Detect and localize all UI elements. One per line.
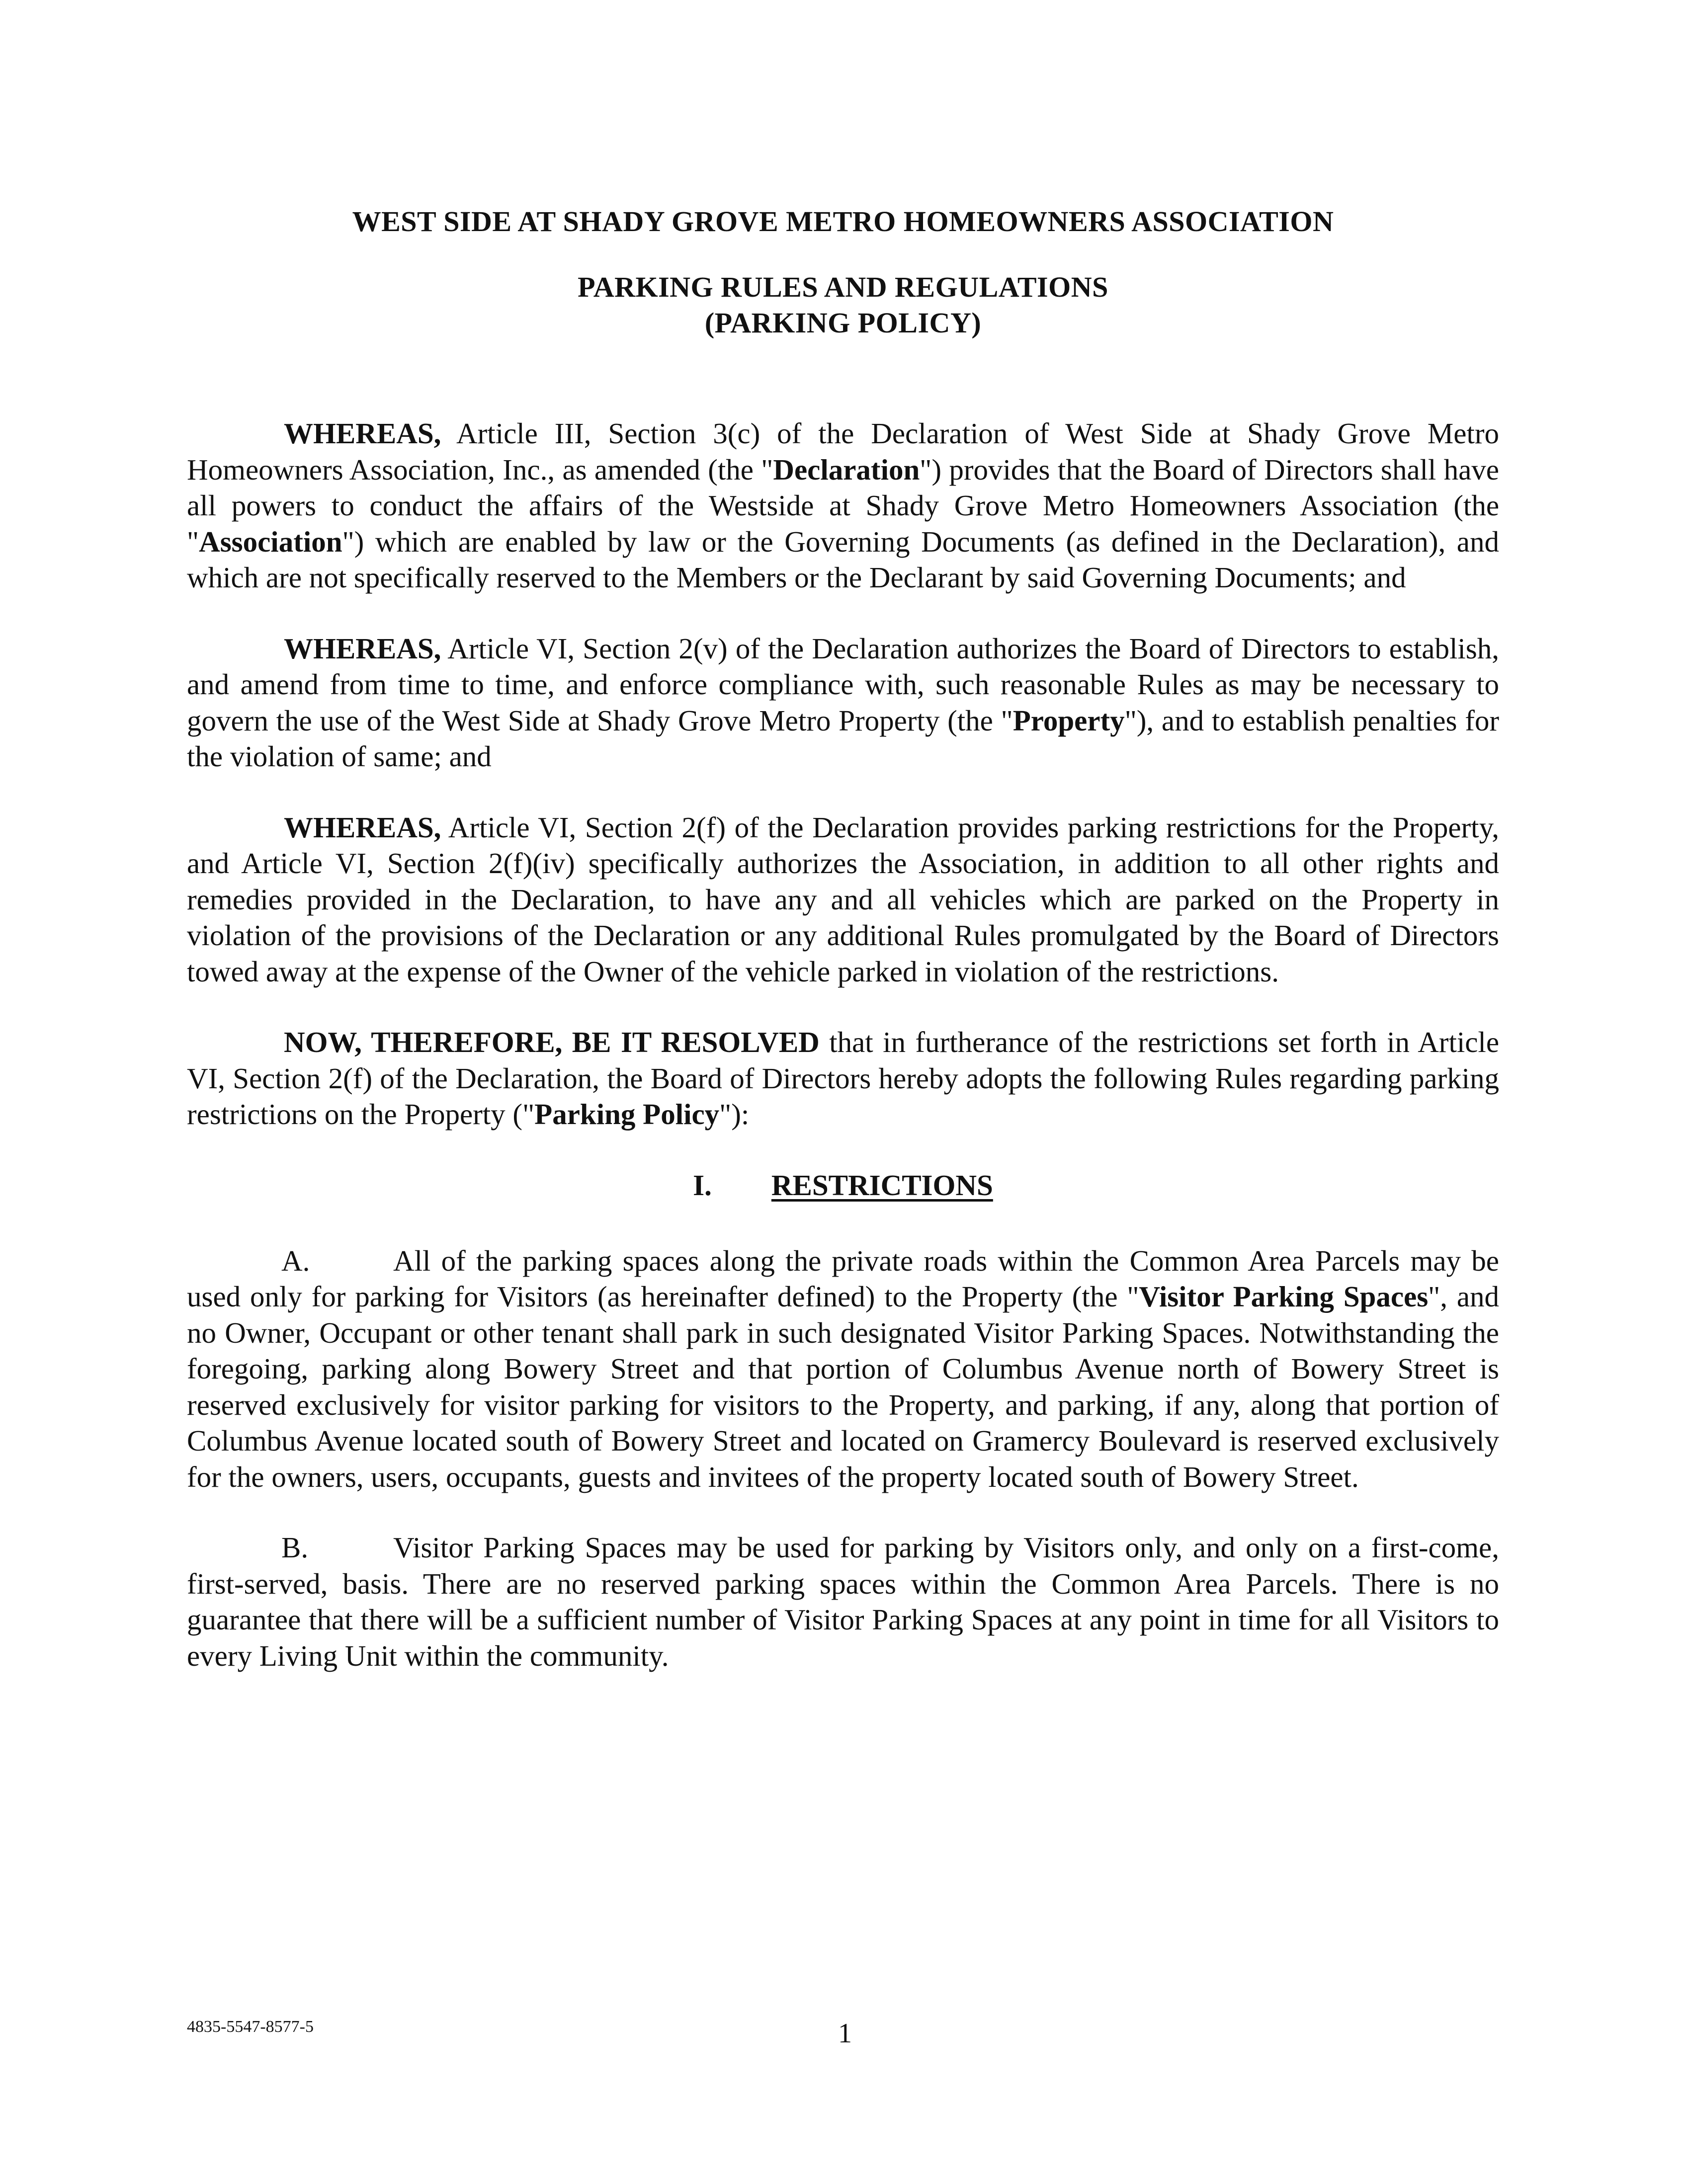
document-body bbox=[187, 204, 1499, 1708]
item-text: All of the parking spaces along the private roads within the Common Area Parcels may be used only for parking for Visitors (as hereinafter defined) to the Property (the " bbox=[187, 1244, 1499, 1313]
resolution-paragraph bbox=[187, 1024, 1499, 1132]
recital-text: ") provides that the Board of Directors shall have all powers to conduct the affairs of the Westside at Shady Grove Metro Homeowners Association (the " bbox=[187, 453, 1499, 558]
item-text: ", and no Owner, Occupant or other tenant shall park in such designated Visitor Parking Spaces. Notwithstanding the foregoing, parking along Bowery Street and that portion of Columbus Avenue north of Bowery Street is reserved exclusively for visitor parking for visitors to the Property, and parking, if any, along that portion of Columbus Avenue located south of Bowery Street and located on Gramercy Boulevard is reserved exclusively for the owners, users, occupants, guests and invitees of the property located south of Bowery Street. bbox=[187, 1280, 1500, 1493]
recital-text: "), and to establish penalties for the violation of same; and bbox=[187, 704, 1500, 773]
defined-term-visitor-parking-spaces: Visitor Parking Spaces bbox=[1139, 1280, 1429, 1313]
recital-lead: WHEREAS, bbox=[284, 810, 441, 844]
item-text: Visitor Parking Spaces may be used for parking by Visitors only, and only on a first-come, first-served, basis. There are no reserved parking spaces within the Common Area Parcels. There is no guarantee that there will be a sufficient number of Visitor Parking Spaces at any point in time for all Visitors to every Living Unit within the community. bbox=[187, 1531, 1499, 1672]
restriction-item-a bbox=[187, 1243, 1499, 1495]
recital-paragraph-3 bbox=[187, 809, 1499, 990]
recital-text: Article VI, Section 2(f) of the Declaration provides parking restrictions for the Property, and Article VI, Section 2(f)(iv) specifically authorizes the Association, in addition to all other rights and remedies provided in the Declaration, to have any and all vehicles which are parked on the Property in violation of the provisions of the Declaration or any additional Rules promulgated by the Board of Directors towed away at the expense of the Owner of the vehicle parked in violation of the restrictions. bbox=[187, 810, 1499, 988]
doc-subtitle: (PARKING POLICY) bbox=[704, 307, 982, 339]
defined-term-declaration: Declaration bbox=[773, 453, 920, 486]
recital-paragraph-1 bbox=[187, 415, 1499, 596]
doc-title: PARKING RULES AND REGULATIONS bbox=[578, 271, 1108, 303]
resolution-text: "): bbox=[719, 1098, 750, 1131]
page-number: 1 bbox=[838, 2018, 852, 2049]
recital-lead: WHEREAS, bbox=[284, 632, 441, 665]
recital-text: Article VI, Section 2(v) of the Declaration authorizes the Board of Directors to establish, and amend from time to time, and enforce compliance with, such reasonable Rules as may be necessary to govern the use of the West Side at Shady Grove Metro Property (the " bbox=[187, 632, 1499, 737]
recital-text: ") which are enabled by law or the Governing Documents (as defined in the Declaration), and which are not specifically reserved to the Members or the Declarant by said Governing Documents; and bbox=[187, 525, 1499, 594]
section-number: I. bbox=[693, 1168, 712, 1202]
resolution-text: that in furtherance of the restrictions set forth in Article VI, Section 2(f) of the Declaration, the Board of Directors hereby adopts the following Rules regarding parking restrictions on the Property (" bbox=[187, 1026, 1499, 1131]
defined-term-association: Association bbox=[199, 525, 342, 558]
org-title: WEST SIDE AT SHADY GROVE METRO HOMEOWNERS ASSOCIATION bbox=[352, 205, 1334, 238]
section-heading bbox=[187, 1167, 1499, 1203]
section-title: RESTRICTIONS bbox=[771, 1168, 993, 1202]
defined-term-property: Property bbox=[1013, 704, 1125, 737]
document-id: 4835-5547-8577-5 bbox=[187, 2018, 314, 2036]
recital-lead: WHEREAS, bbox=[284, 417, 441, 450]
item-letter: B. bbox=[281, 1531, 309, 1564]
restriction-item-b bbox=[187, 1530, 1499, 1674]
defined-term-parking-policy: Parking Policy bbox=[534, 1098, 720, 1131]
recital-paragraph-2 bbox=[187, 631, 1499, 775]
item-letter: A. bbox=[281, 1244, 310, 1277]
recital-text: Article III, Section 3(c) of the Declaration of West Side at Shady Grove Metro Homeowners Association, Inc., as amended (the " bbox=[187, 417, 1499, 486]
resolution-lead: NOW, THEREFORE, BE IT RESOLVED bbox=[284, 1026, 820, 1058]
